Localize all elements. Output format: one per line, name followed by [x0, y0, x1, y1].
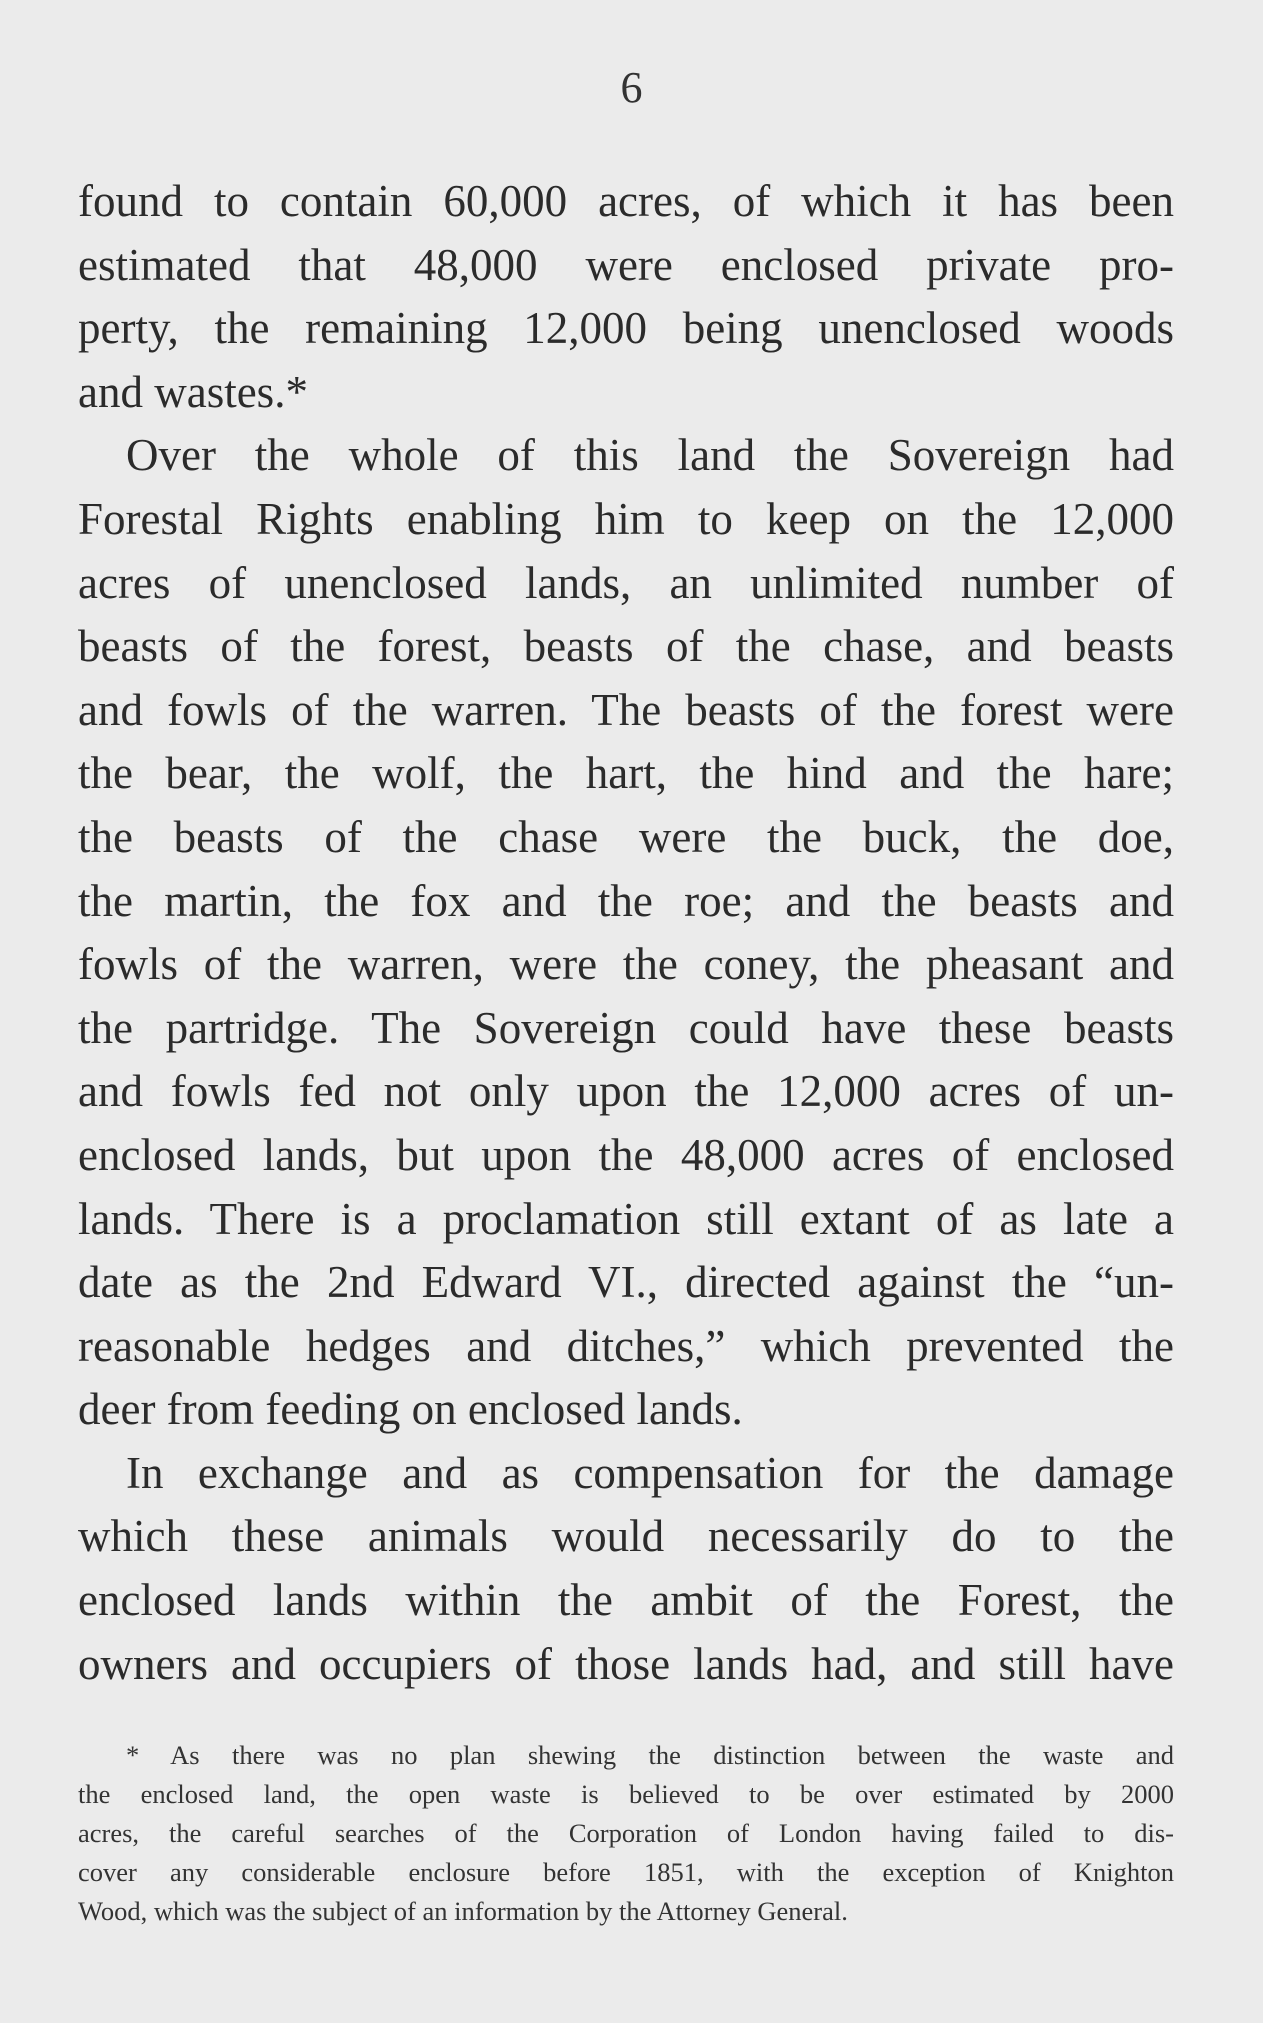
text-line: date as the 2nd Edward VI., directed against the “un- [78, 1257, 1174, 1308]
text-line: lands. There is a proclamation still extant of as late a [78, 1193, 1174, 1244]
footnote-line: Wood, which was the subject of an information by the Attorney General. [78, 1896, 848, 1926]
text-line: which these animals would necessarily do to the [78, 1511, 1174, 1562]
text-line: enclosed lands within the ambit of the Forest, the [78, 1575, 1174, 1626]
footnote-line: acres, the careful searches of the Corporation of London having failed to dis- [78, 1818, 1174, 1848]
text-line: the bear, the wolf, the hart, the hind and the hare; [78, 748, 1174, 799]
text-line: the partridge. The Sovereign could have these beasts [78, 1002, 1174, 1053]
text-line: deer from feeding on enclosed lands. [78, 1384, 743, 1435]
text-line: owners and occupiers of those lands had, and still have [78, 1638, 1174, 1689]
text-line: reasonable hedges and ditches,” which prevented the [78, 1320, 1174, 1371]
paragraph-1 [78, 170, 1174, 424]
text-line: enclosed lands, but upon the 48,000 acres of enclosed [78, 1129, 1174, 1180]
text-line: acres of unenclosed lands, an unlimited number of [78, 557, 1174, 608]
text-line: beasts of the forest, beasts of the chase, and beasts [78, 621, 1174, 672]
text-line: the martin, the fox and the roe; and the beasts and [78, 875, 1174, 926]
footnote-line: the enclosed land, the open waste is believed to be over estimated by 2000 [78, 1779, 1174, 1809]
text-line: Forestal Rights enabling him to keep on the 12,000 [78, 493, 1174, 544]
paragraph-3 [78, 1442, 1174, 1696]
text-line: and fowls of the warren. The beasts of the forest were [78, 684, 1174, 735]
text-line: the beasts of the chase were the buck, the doe, [78, 811, 1174, 862]
footnote-line: * As there was no plan shewing the distinction between the waste and [126, 1740, 1174, 1770]
text-line: and fowls fed not only upon the 12,000 acres of un- [78, 1066, 1174, 1117]
text-line: Over the whole of this land the Sovereign had [126, 430, 1174, 481]
text-line: found to contain 60,000 acres, of which it has been [78, 176, 1174, 226]
text-line: fowls of the warren, were the coney, the pheasant and [78, 939, 1174, 990]
text-line: perty, the remaining 12,000 being unenclosed woods [78, 303, 1174, 354]
text-line: estimated that 48,000 were enclosed private pro- [78, 239, 1174, 290]
text-line: In exchange and as compensation for the damage [126, 1447, 1174, 1498]
paragraph-2 [78, 424, 1174, 1442]
footnote-line: cover any considerable enclosure before 1851, with the exception of Knighton [78, 1857, 1174, 1887]
text-line: and wastes.* [78, 366, 308, 417]
body-text [78, 170, 1174, 1696]
footnote [78, 1736, 1174, 1931]
page-number: 6 [620, 63, 643, 112]
